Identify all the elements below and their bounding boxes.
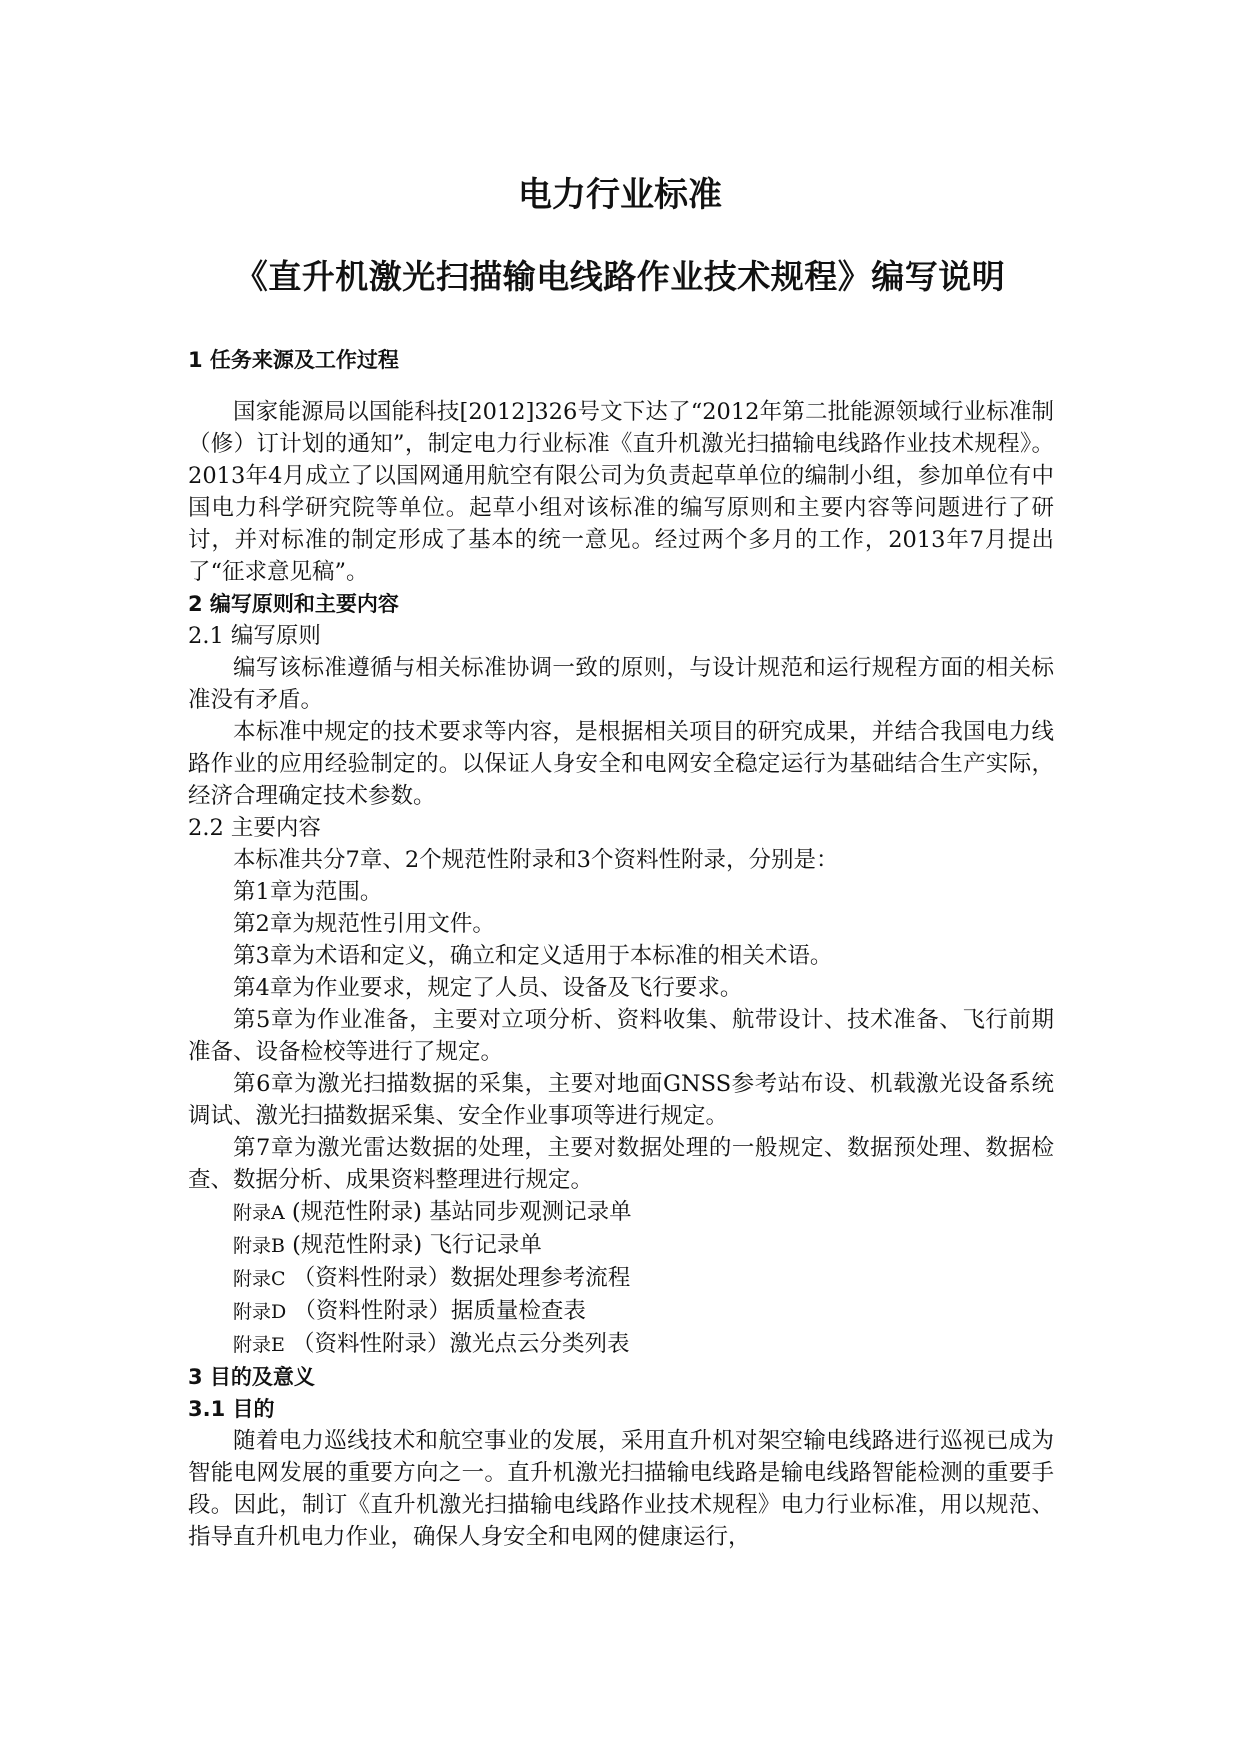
appendix-item — [188, 1229, 1054, 1262]
section-2-2-heading: 2.2 主要内容 — [188, 815, 321, 841]
chapter-item: 第3章为术语和定义，确立和定义适用于本标准的相关术语。 — [233, 943, 833, 969]
section-1-paragraph: 国家能源局以国能科技[2012]326号文下达了“2012年第二批能源领域行业标准制（修）订计划的通知”，制定电力行业标准《直升机激光扫描输电线路作业技术规程》。2013年4月成立了以国网通用航空有限公司为负责起草单位的编制小组，参加单位有中国电力科学研究院等单位。起草小组对该标准的编写原则和主要内容等问题进行了研讨，并对标准的制定形成了基本的统一意见。经过两个多月的工作，2013年7月提出了“征求意见稿”。 — [188, 399, 1054, 585]
appendix-item — [188, 1295, 1054, 1328]
appendix-text: (规范性附录) 基站同步观测记录单 — [291, 1199, 632, 1225]
chapter-item: 第6章为激光扫描数据的采集，主要对地面GNSS参考站布设、机载激光设备系统调试、激光扫描数据采集、安全作业事项等进行规定。 — [188, 1071, 1054, 1129]
appendix-label: 附录B — [233, 1235, 285, 1257]
chapter-item: 第5章为作业准备，主要对立项分析、资料收集、航带设计、技术准备、飞行前期准备、设备检校等进行了规定。 — [188, 1007, 1054, 1065]
appendix-text: (规范性附录) 飞行记录单 — [292, 1232, 542, 1258]
appendix-text: （资料性附录）激光点云分类列表 — [292, 1331, 630, 1357]
appendix-label: 附录C — [233, 1268, 286, 1290]
appendix-text: （资料性附录）据质量检查表 — [293, 1298, 586, 1324]
appendix-label: 附录D — [233, 1301, 287, 1323]
document-body — [188, 344, 1054, 1553]
chapter-item: 第2章为规范性引用文件。 — [233, 911, 495, 937]
chapter-item: 第7章为激光雷达数据的处理，主要对数据处理的一般规定、数据预处理、数据检查、数据分析、成果资料整理进行规定。 — [188, 1135, 1054, 1193]
chapter-item: 第4章为作业要求，规定了人员、设备及飞行要求。 — [233, 975, 743, 1001]
appendix-item — [188, 1196, 1054, 1229]
section-2-heading: 2 编写原则和主要内容 — [188, 592, 399, 616]
section-2-1-paragraph-2: 本标准中规定的技术要求等内容，是根据相关项目的研究成果，并结合我国电力线路作业的应用经验制定的。以保证人身安全和电网安全稳定运行为基础结合生产实际，经济合理确定技术参数。 — [188, 719, 1054, 809]
section-3-heading: 3 目的及意义 — [188, 1365, 315, 1389]
document-title: 电力行业标准 — [518, 175, 722, 215]
appendix-item — [188, 1328, 1054, 1361]
document-subtitle: 《直升机激光扫描输电线路作业技术规程》编写说明 — [234, 257, 1006, 296]
appendix-text: （资料性附录）数据处理参考流程 — [292, 1265, 631, 1291]
chapter-item: 第1章为范围。 — [233, 879, 383, 905]
section-2-1-paragraph-1: 编写该标准遵循与相关标准协调一致的原则，与设计规范和运行规程方面的相关标准没有矛盾。 — [188, 655, 1054, 713]
appendix-item — [188, 1262, 1054, 1295]
section-3-1-paragraph: 随着电力巡线技术和航空事业的发展，采用直升机对架空输电线路进行巡视已成为智能电网发展的重要方向之一。直升机激光扫描输电线路是输电线路智能检测的重要手段。因此，制订《直升机激光扫描输电线路作业技术规程》电力行业标准，用以规范、指导直升机电力作业，确保人身安全和电网的健康运行， — [188, 1428, 1054, 1550]
section-2-1-heading: 2.1 编写原则 — [188, 623, 321, 649]
section-3-1-heading: 3.1 目的 — [188, 1397, 275, 1421]
appendix-label: 附录E — [233, 1334, 285, 1356]
section-2-2-intro: 本标准共分7章、2个规范性附录和3个资料性附录，分别是： — [233, 847, 839, 873]
appendix-label: 附录A — [233, 1202, 285, 1224]
section-1-heading: 1 任务来源及工作过程 — [188, 348, 399, 372]
